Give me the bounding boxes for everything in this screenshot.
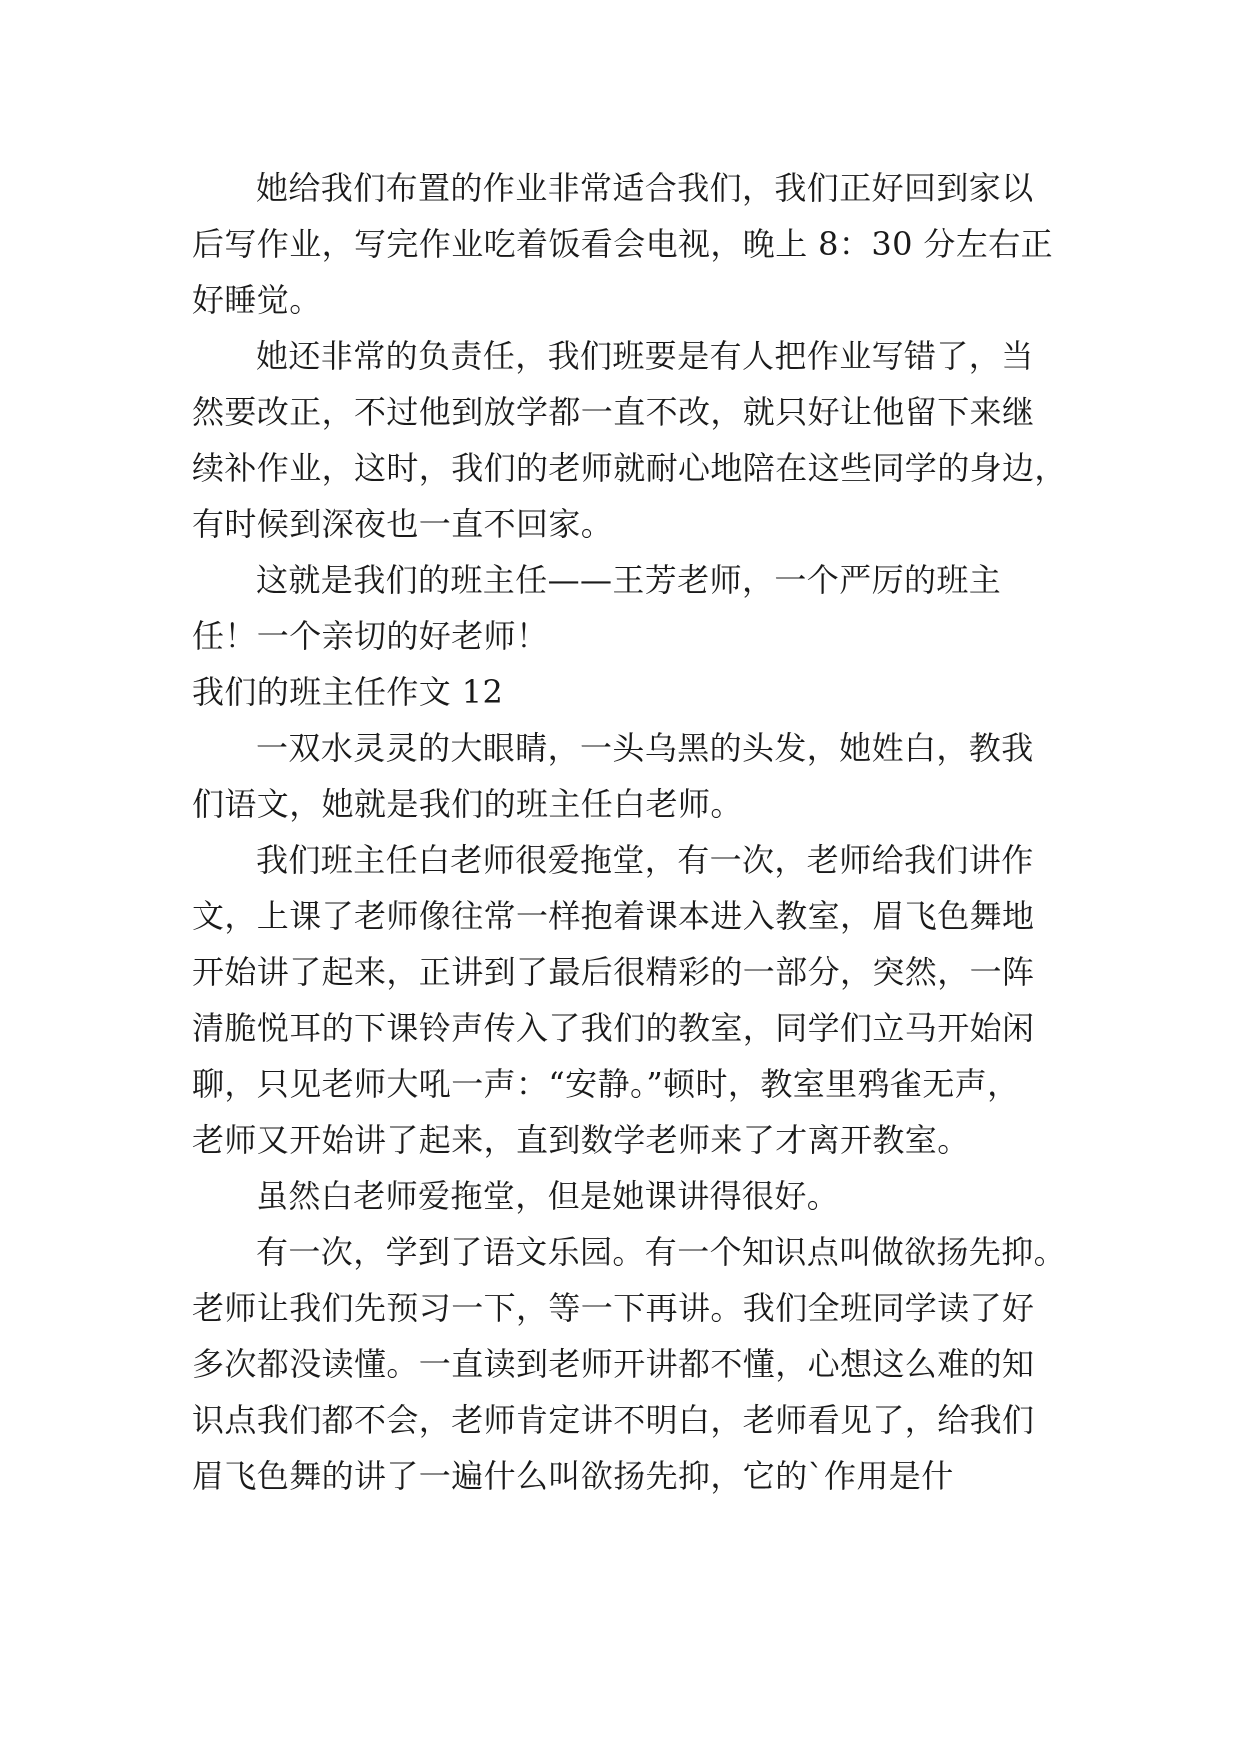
text-line: 续补作业，这时，我们的老师就耐心地陪在这些同学的身边， <box>192 449 1067 487</box>
text-line: 聊，只见老师大吼一声：“安静。”顿时，教室里鸦雀无声， <box>192 1065 1020 1103</box>
text-line: 她给我们布置的作业非常适合我们，我们正好回到家以 <box>256 169 1034 207</box>
section-heading <box>192 664 1054 720</box>
text-line: 清脆悦耳的下课铃声传入了我们的教室，同学们立马开始闲 <box>192 1009 1035 1047</box>
paragraph <box>192 832 1054 1168</box>
text-line: 后写作业，写完作业吃着饭看会电视，晚上 8：30 分左右正 <box>192 225 1054 263</box>
text-line: 老师又开始讲了起来，直到数学老师来了才离开教室。 <box>192 1121 970 1159</box>
text-line: 好睡觉。 <box>192 281 322 319</box>
paragraph <box>192 1168 1054 1224</box>
paragraph <box>192 328 1067 552</box>
text-line: 开始讲了起来，正讲到了最后很精彩的一部分，突然，一阵 <box>192 953 1035 991</box>
text-line: 我们班主任白老师很爱拖堂，有一次，老师给我们讲作 <box>256 841 1034 879</box>
text-line: 虽然白老师爱拖堂，但是她课讲得很好。 <box>256 1177 840 1215</box>
paragraph <box>192 552 1054 664</box>
text-line: 一双水灵灵的大眼睛，一头乌黑的头发，她姓白，教我 <box>256 729 1034 767</box>
text-line: 她还非常的负责任，我们班要是有人把作业写错了，当 <box>256 337 1034 375</box>
text-line: 眉飞色舞的讲了一遍什么叫欲扬先抑，它的`作用是什 <box>192 1457 954 1495</box>
text-line: 文，上课了老师像往常一样抱着课本进入教室，眉飞色舞地 <box>192 897 1035 935</box>
text-line: 然要改正，不过他到放学都一直不改，就只好让他留下来继 <box>192 393 1035 431</box>
text-line: 老师让我们先预习一下，等一下再讲。我们全班同学读了好 <box>192 1289 1035 1327</box>
heading-line: 我们的班主任作文 12 <box>192 673 504 711</box>
paragraph <box>192 160 1054 328</box>
text-line: 有一次，学到了语文乐园。有一个知识点叫做欲扬先抑。 <box>256 1233 1067 1271</box>
document-body <box>192 160 1067 1504</box>
paragraph <box>192 720 1054 832</box>
text-line: 任！一个亲切的好老师！ <box>192 617 549 655</box>
text-line: 有时候到深夜也一直不回家。 <box>192 505 614 543</box>
text-line: 们语文，她就是我们的班主任白老师。 <box>192 785 743 823</box>
text-line: 多次都没读懂。一直读到老师开讲都不懂，心想这么难的知 <box>192 1345 1035 1383</box>
paragraph <box>192 1224 1067 1504</box>
text-line: 识点我们都不会，老师肯定讲不明白，老师看见了，给我们 <box>192 1401 1035 1439</box>
text-line: 这就是我们的班主任——王芳老师，一个严厉的班主 <box>256 561 1002 599</box>
